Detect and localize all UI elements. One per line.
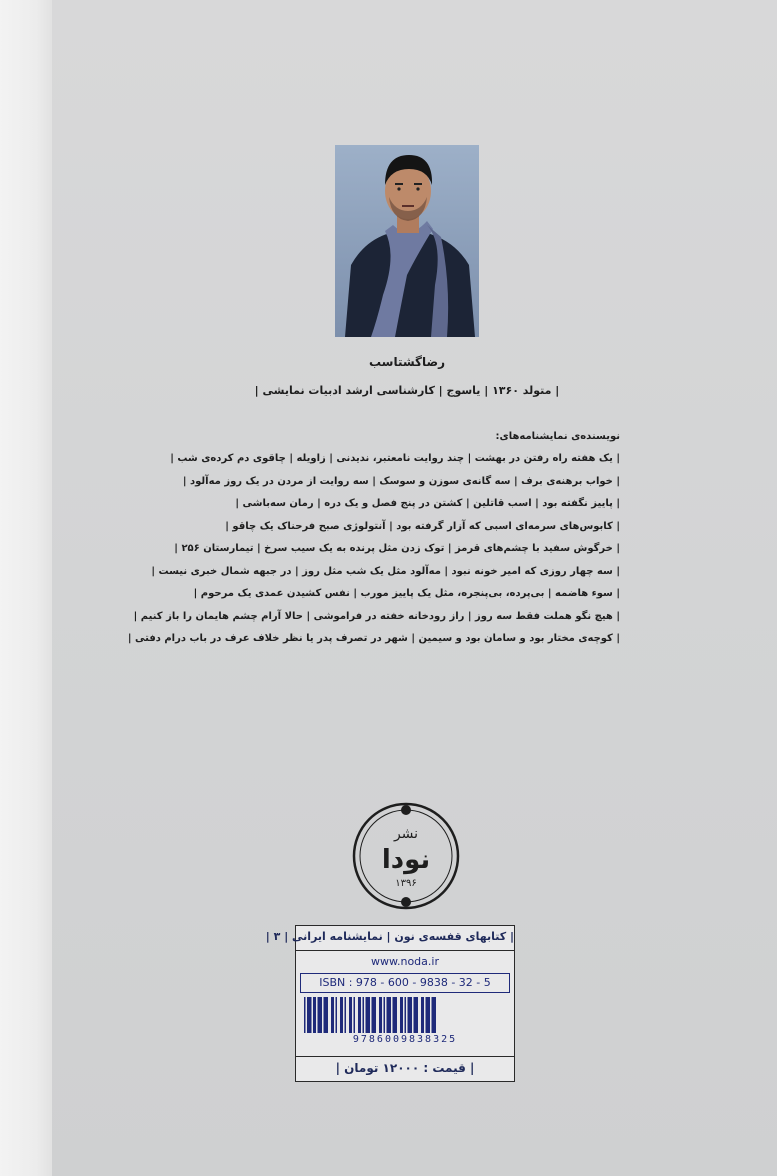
publication-info-box xyxy=(265,925,515,1082)
barcode-bar xyxy=(354,997,356,1033)
barcode-bar xyxy=(372,997,377,1033)
barcode-bar xyxy=(384,997,386,1033)
logo-year-text: ۱۳۹۶ xyxy=(395,878,417,889)
barcode-bar xyxy=(313,997,316,1033)
website-text: www.noda.ir xyxy=(371,955,439,968)
barcode-bar xyxy=(387,997,392,1033)
works-heading: نویسنده‌ی نمایشنامه‌های: xyxy=(495,431,620,442)
works-list xyxy=(127,428,620,651)
barcode-bar xyxy=(324,997,329,1033)
barcode-bar xyxy=(414,997,419,1033)
barcode-bar xyxy=(307,997,312,1033)
author-portrait-image xyxy=(335,145,479,337)
work-line: | سه چهار روزی که امیر خونه نبود | مه‌آلود مثل یک شب مثل روز | در جبهه شمال خبری نیست | xyxy=(151,565,620,577)
work-line: | خرگوش سفید با چشم‌های قرمز | توک زدن مثل پرنده به یک سیب سرخ | تیمارستان ۲۵۶ | xyxy=(174,543,620,554)
work-line: | یک هفته راه رفتن در بهشت | چند روایت نامعتبر، ندیدنی | زاویله | چاقوی دم کرده‌ی شب | xyxy=(170,453,620,464)
barcode-bar xyxy=(405,997,407,1033)
isbn-text: ISBN : 978 - 600 - 9838 - 32 - 5 xyxy=(300,973,510,993)
barcode-bar xyxy=(336,997,338,1033)
author-bio: | متولد ۱۳۶۰ | یاسوج | کارشناسی ارشد ادبیات نمایشی | xyxy=(254,384,560,397)
work-line: | سوء هاضمه | بی‌پرده، بی‌پنجره، مثل یک پاییز مورب | نفس کشیدن عمدی یک مرحوم | xyxy=(193,588,620,599)
barcode-bar xyxy=(421,997,424,1033)
barcode-bar xyxy=(318,997,323,1033)
publisher-seal-logo xyxy=(350,800,462,912)
barcode-bar xyxy=(366,997,371,1033)
logo-top-text: نشر xyxy=(393,826,419,842)
barcode-bar xyxy=(426,997,431,1033)
series-label: | کتابهای قفسه‌ی نون | نمایشنامه ایرانی | ۳ | xyxy=(296,926,514,951)
barcode-bar xyxy=(363,997,365,1033)
barcode-bar xyxy=(345,997,347,1033)
work-line: | پاییز نگفته بود | اسب قاتلین | کشتن در پنج فصل و یک دره | رمان سه‌باشی | xyxy=(235,498,620,509)
barcode-bar xyxy=(358,997,361,1033)
barcode-bar xyxy=(379,997,382,1033)
work-line: | کوچه‌ی مختار بود و سامان بود و سیمین | شهر در تصرف پدر یا نظر خلاف عرف در باب درام دفتی | xyxy=(127,633,620,644)
barcode-bar xyxy=(432,997,437,1033)
barcode-bar xyxy=(349,997,352,1033)
logo-main-text: نودا xyxy=(381,845,431,875)
work-line: | خواب برهنه‌ی برف | سه گانه‌ی سوزن و سوسک | سه روایت از مردن در یک روز مه‌آلود | xyxy=(182,475,620,487)
barcode-bar xyxy=(331,997,334,1033)
work-line: | کابوس‌های سرمه‌ای اسبی که آزار گرفته بود | آنتولوژی صبح فرحناک یک چاقو | xyxy=(225,520,620,532)
work-line: | هیچ نگو هملت فقط سه روز | راز رودخانه خفته در فراموشی | حالا آرام چشم هایمان را باز کنیم | xyxy=(133,610,620,622)
barcode-image xyxy=(302,997,508,1033)
barcode-bar xyxy=(408,997,413,1033)
barcode-bar xyxy=(400,997,403,1033)
author-name: رضاگشتاسب xyxy=(368,355,446,369)
barcode-bar xyxy=(340,997,343,1033)
barcode-digits: 9786009838325 xyxy=(352,1034,458,1045)
price-label: | قیمت : ۱۲۰۰۰ تومان | xyxy=(296,1056,514,1081)
barcode-bar xyxy=(393,997,398,1033)
book-spine-edge xyxy=(0,0,52,1176)
barcode-bar xyxy=(304,997,306,1033)
